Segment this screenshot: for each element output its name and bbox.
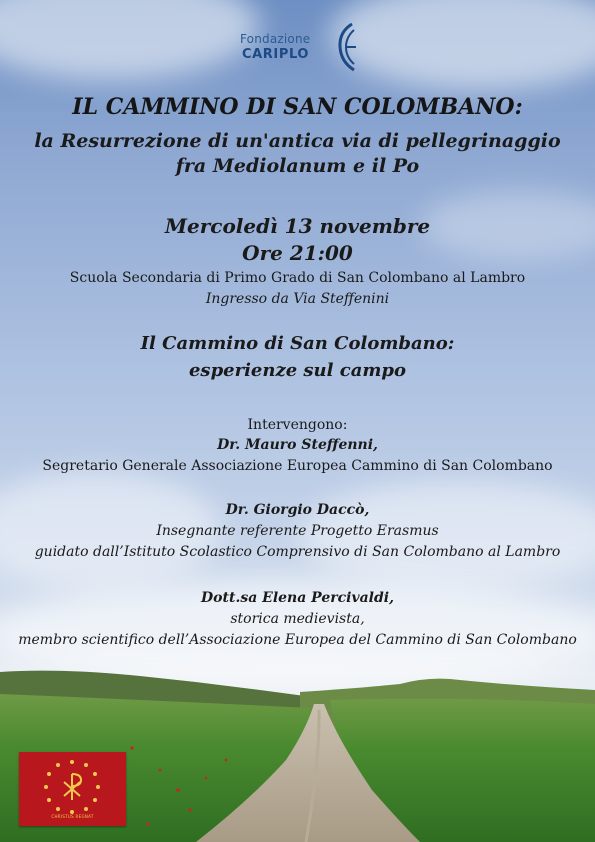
venue-name: Scuola Secondaria di Primo Grado di San Colombano al Lambro — [69, 270, 526, 286]
speaker — [0, 435, 595, 477]
talk-title-line-2: esperienze sul campo — [188, 360, 406, 381]
speaker-role: Insegnante referente Progetto Erasmus — [156, 523, 439, 539]
cariplo-mark-icon — [336, 22, 358, 72]
talk-title-line-1: Il Cammino di San Colombano: — [140, 333, 455, 354]
subtitle-line-2: fra Mediolanum e il Po — [175, 155, 420, 177]
poster-title: IL CAMMINO DI SAN COLOMBANO: — [72, 94, 523, 120]
venue-entrance: Ingresso da Via Steffenini — [205, 291, 390, 307]
speaker-role: Segretario Generale Associazione Europea Cammino di San Colombano — [42, 458, 553, 474]
speaker-name: Dr. Mauro Steffenni, — [217, 437, 378, 453]
speaker-name: Dr. Giorgio Daccò, — [225, 502, 370, 518]
speaker-role: membro scientifico dell’Associazione Europea del Cammino di San Colombano — [18, 632, 577, 648]
badge-text: CHRISTUS REGNAT — [51, 814, 94, 819]
fondazione-cariplo-logo — [240, 22, 360, 72]
talk-title — [0, 330, 595, 384]
event-time: Ore 21:00 — [242, 241, 353, 265]
event-date-time — [0, 213, 595, 267]
poster-subtitle — [0, 129, 595, 179]
speaker-role: storica medievista, — [230, 611, 365, 627]
event-venue — [0, 268, 595, 310]
speaker-name: Dott.sa Elena Percivaldi, — [201, 590, 394, 606]
logo-text-cariplo: CARIPLO — [242, 47, 310, 62]
event-date: Mercoledì 13 novembre — [164, 214, 431, 238]
subtitle-line-1: la Resurrezione di un'antica via di pellegrinaggio — [34, 130, 561, 152]
speakers-intro: Intervengono: — [247, 417, 348, 433]
christus-regnat-badge — [19, 752, 126, 826]
speaker — [0, 500, 595, 563]
speaker-role: guidato dall’Istituto Scolastico Comprensivo di San Colombano al Lambro — [34, 544, 561, 560]
speaker — [0, 588, 595, 651]
logo-text-fondazione: Fondazione — [240, 32, 311, 46]
